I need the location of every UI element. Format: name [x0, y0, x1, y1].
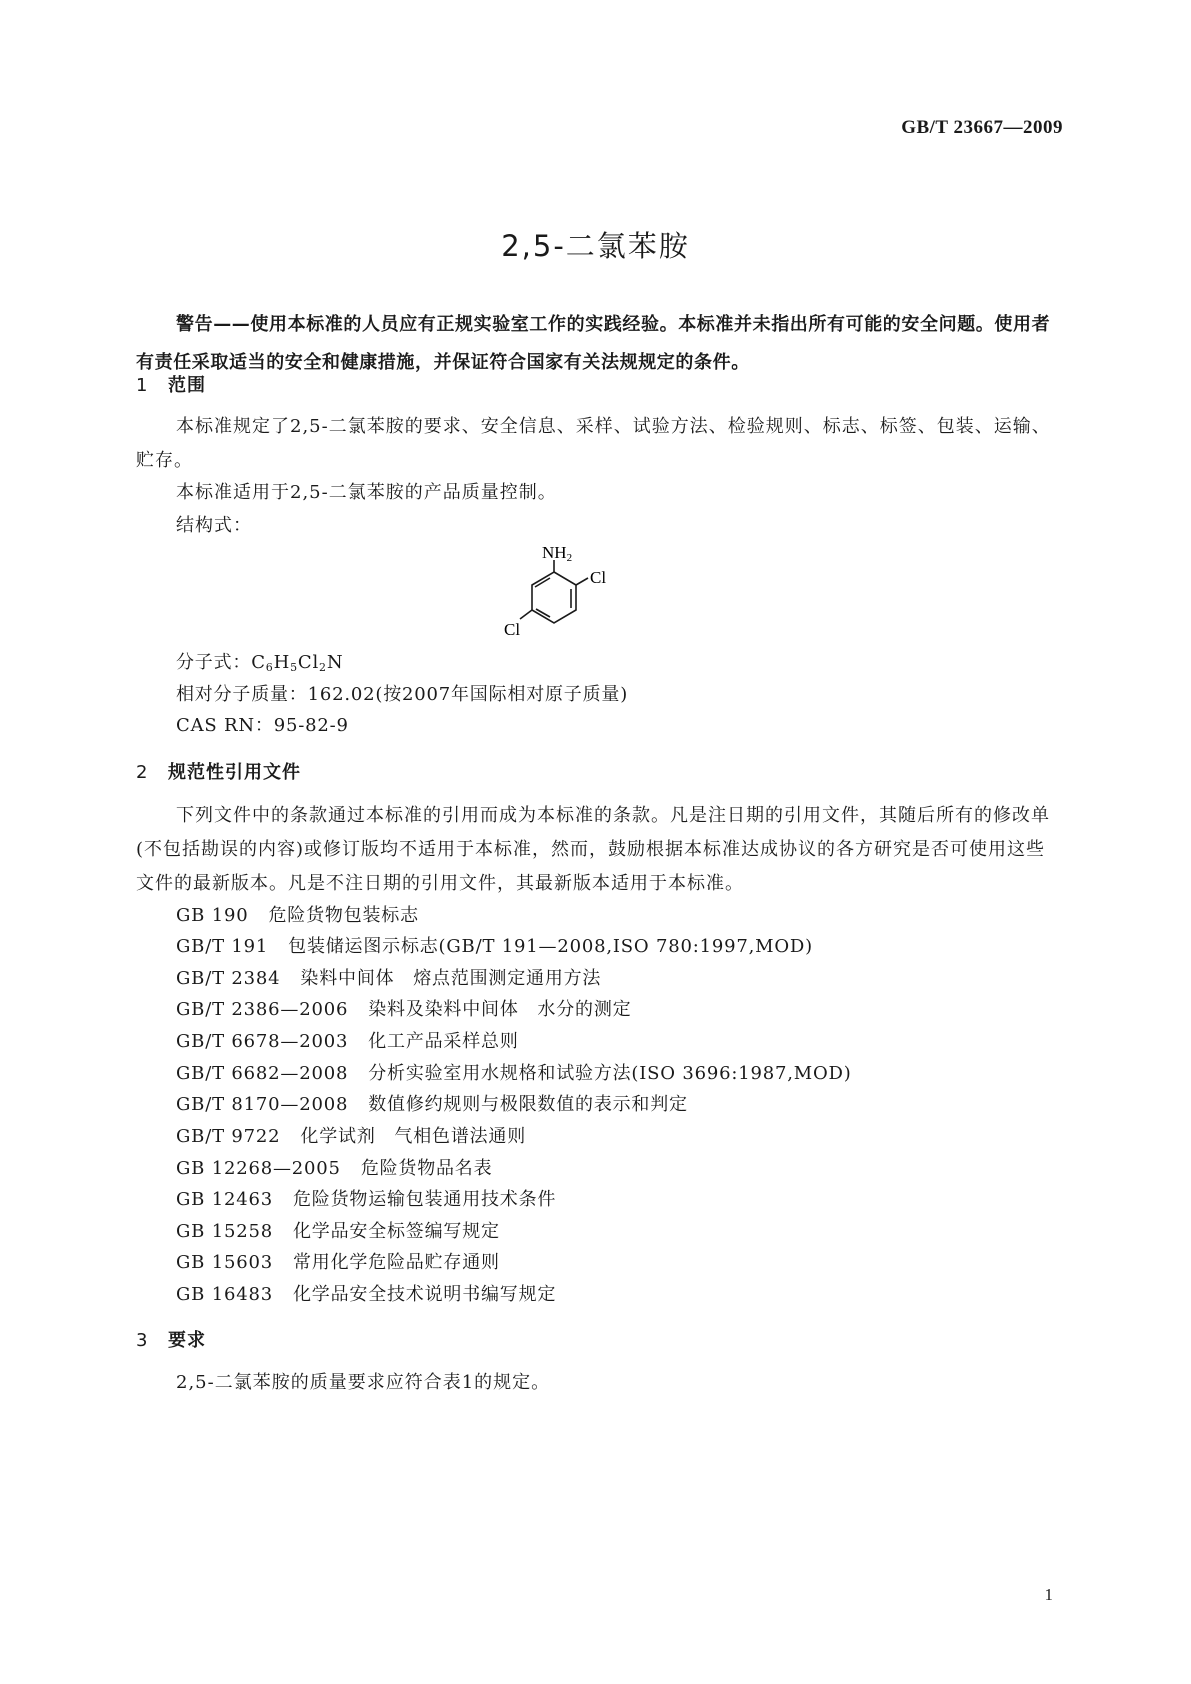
section-2-heading [136, 758, 301, 784]
molar-mass: 相对分子质量：162.02(按2007年国际相对原子质量) [176, 684, 629, 705]
references-intro: 下列文件中的条款通过本标准的引用而成为本标准的条款。凡是注日期的引用文件，其随后所有的修改单(不包括勘误的内容)或修订版均不适用于本标准，然而，鼓励根据本标准达成协议的各方研究是否可使用这些文件的最新版本。凡是不注日期的引用文件，其最新版本适用于本标准。 [136, 805, 1050, 894]
reference-item [176, 964, 601, 990]
chlorine-label-left: Cl [504, 620, 521, 639]
molecular-formula [176, 648, 343, 674]
cas-number: CAS RN：95-82-9 [176, 715, 349, 736]
reference-code: GB 16483 [176, 1284, 273, 1305]
warning-paragraph: 警告——使用本标准的人员应有正规实验室工作的实践经验。本标准并未指出所有可能的安全问题。使用者有责任采取适当的安全和健康措施，并保证符合国家有关法规规定的条件。 [136, 314, 1051, 373]
formula-value: $C_6H_5Cl_2N$ [251, 652, 344, 674]
reference-item [176, 1027, 519, 1053]
reference-item [176, 901, 419, 927]
scope-paragraph-2: 本标准适用于2,5-二氯苯胺的产品质量控制。 [176, 482, 557, 503]
reference-item [176, 995, 631, 1021]
page-number: 1 [1044, 1585, 1053, 1604]
reference-code: GB 15603 [176, 1252, 273, 1273]
reference-item [176, 1280, 556, 1306]
reference-item [176, 1122, 526, 1148]
section-title: 规范性引用文件 [168, 762, 301, 783]
reference-item [176, 1248, 500, 1274]
section-1-heading [136, 371, 206, 397]
reference-code: GB/T 9722 [176, 1126, 281, 1147]
section-3-heading [136, 1326, 206, 1352]
reference-title: 染料中间体 熔点范围测定通用方法 [300, 968, 602, 989]
scope-paragraph-1: 本标准规定了2,5-二氯苯胺的要求、安全信息、采样、试验方法、检验规则、标志、标签、包装、运输、贮存。 [136, 416, 1051, 471]
reference-code: GB/T 6682—2008 [176, 1063, 349, 1084]
section-number: 3 [136, 1330, 149, 1351]
reference-title: 危险货物品名表 [360, 1158, 493, 1179]
reference-code: GB/T 6678—2003 [176, 1031, 349, 1052]
reference-code: GB/T 191 [176, 936, 269, 957]
reference-title: 化学品安全标签编写规定 [293, 1221, 500, 1242]
section-number: 1 [136, 375, 149, 396]
structure-label: 结构式： [176, 515, 252, 536]
reference-item [176, 932, 813, 958]
section-number: 2 [136, 762, 149, 783]
reference-code: GB/T 2386—2006 [176, 999, 349, 1020]
reference-code: GB 15258 [176, 1221, 273, 1242]
reference-code: GB/T 8170—2008 [176, 1094, 349, 1115]
reference-title: 化学品安全技术说明书编写规定 [293, 1284, 557, 1305]
section-title: 范围 [168, 375, 206, 396]
standard-number: GB/T 23667—2009 [901, 117, 1063, 138]
amino-group-label: NH2 [542, 543, 573, 564]
reference-item [176, 1185, 556, 1211]
reference-title: 常用化学危险品贮存通则 [293, 1252, 500, 1273]
reference-title: 包装储运图示标志(GB/T 191—2008,ISO 780:1997,MOD) [288, 936, 813, 957]
reference-title: 化学试剂 气相色谱法通则 [300, 1126, 527, 1147]
reference-title: 数值修约规则与极限数值的表示和判定 [368, 1094, 688, 1115]
benzene-ring [520, 560, 588, 623]
reference-item [176, 1059, 852, 1085]
reference-title: 危险货物运输包装通用技术条件 [293, 1189, 557, 1210]
formula-label: 分子式： [176, 652, 252, 673]
structural-formula [490, 540, 630, 640]
reference-title: 分析实验室用水规格和试验方法(ISO 3696:1987,MOD) [368, 1063, 852, 1084]
reference-code: GB 12268—2005 [176, 1158, 341, 1179]
requirements-paragraph: 2,5-二氯苯胺的质量要求应符合表1的规定。 [176, 1372, 551, 1393]
reference-title: 染料及染料中间体 水分的测定 [368, 999, 632, 1020]
reference-item [176, 1217, 500, 1243]
reference-code: GB 190 [176, 905, 249, 926]
section-title: 要求 [168, 1330, 206, 1351]
reference-item [176, 1154, 492, 1180]
reference-code: GB 12463 [176, 1189, 273, 1210]
document-title: 2,5-二氯苯胺 [501, 229, 690, 263]
reference-title: 危险货物包装标志 [268, 905, 419, 926]
reference-item [176, 1090, 688, 1116]
chlorine-label-right: Cl [590, 568, 607, 587]
reference-code: GB/T 2384 [176, 968, 281, 989]
reference-title: 化工产品采样总则 [368, 1031, 519, 1052]
